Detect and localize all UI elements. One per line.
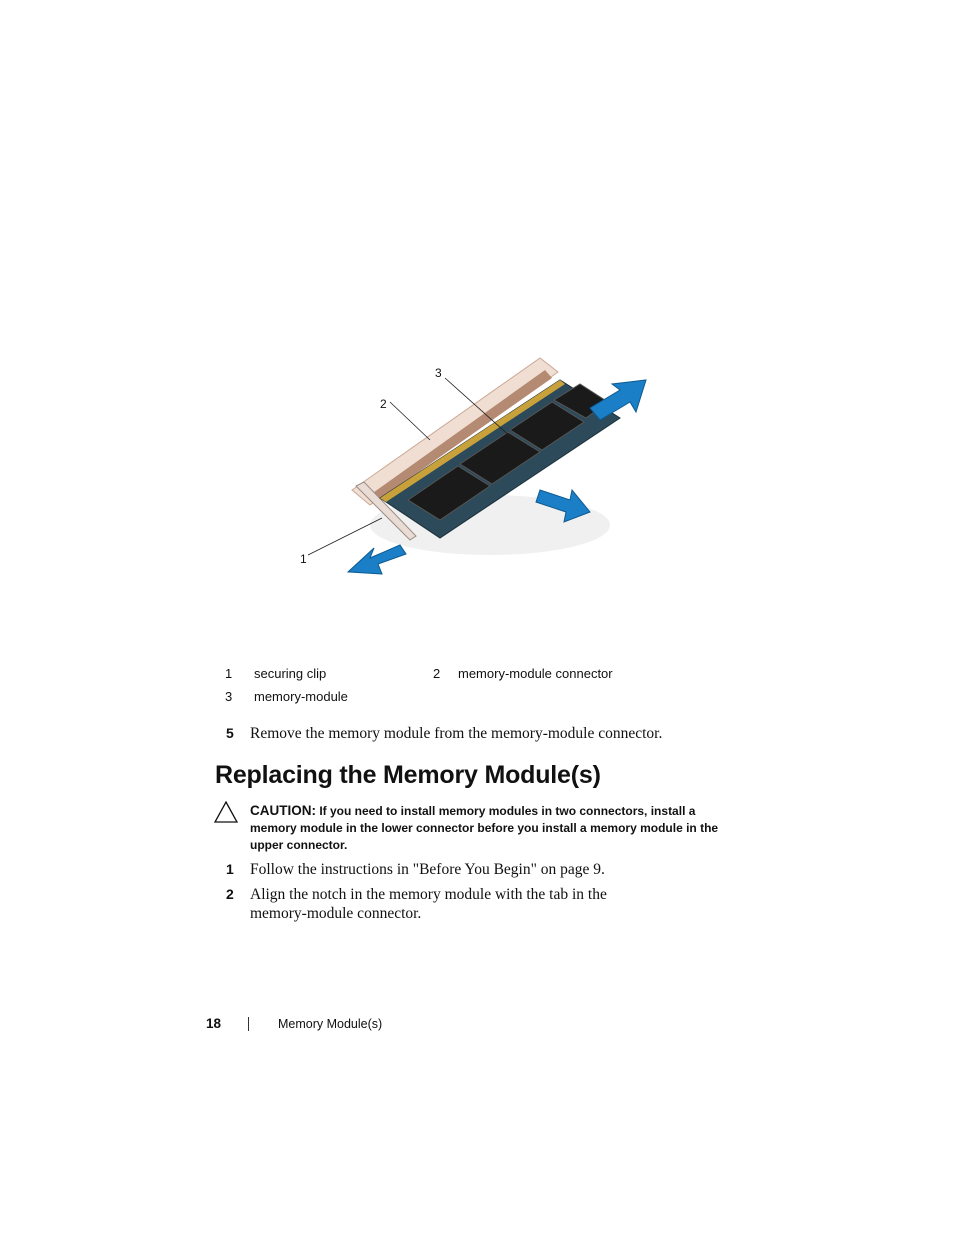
caution-body: If you need to install memory modules in two connectors, install a memory module in the lower connector before you install a memory module in the upper connector. — [250, 804, 719, 852]
legend-label-3: memory-module — [254, 689, 348, 704]
leader-line-2 — [390, 402, 430, 440]
footer-page-number: 18 — [206, 1016, 222, 1031]
arrow-left — [348, 545, 406, 574]
step-5-number: 5 — [226, 725, 234, 741]
legend-num-3: 3 — [225, 689, 233, 704]
legend-label-2: memory-module connector — [458, 666, 613, 681]
legend-num-2: 2 — [433, 666, 441, 681]
footer-chapter-title: Memory Module(s) — [278, 1017, 383, 1031]
callout-2: 2 — [380, 397, 387, 411]
callout-3: 3 — [435, 366, 442, 380]
legend-num-1: 1 — [225, 666, 233, 681]
caution-icon — [214, 801, 238, 823]
step-1-text: Follow the instructions in "Before You Begin" on page 9. — [250, 861, 605, 878]
step-1-number: 1 — [226, 861, 234, 877]
legend-label-1: securing clip — [254, 666, 327, 681]
step-2-number: 2 — [226, 886, 234, 902]
callout-1: 1 — [300, 552, 307, 566]
caution-label: CAUTION: — [250, 803, 316, 818]
step-2-text: Align the notch in the memory module with the tab in the memory-module connector. — [250, 886, 607, 922]
memory-module-illustration — [290, 350, 660, 590]
memory-module-drawing — [290, 350, 660, 590]
leader-line-1 — [308, 518, 382, 555]
footer-separator — [248, 1017, 249, 1031]
caution-note — [250, 802, 725, 854]
step-5-text: Remove the memory module from the memory-module connector. — [250, 725, 663, 742]
section-title: Replacing the Memory Module(s) — [215, 761, 601, 789]
